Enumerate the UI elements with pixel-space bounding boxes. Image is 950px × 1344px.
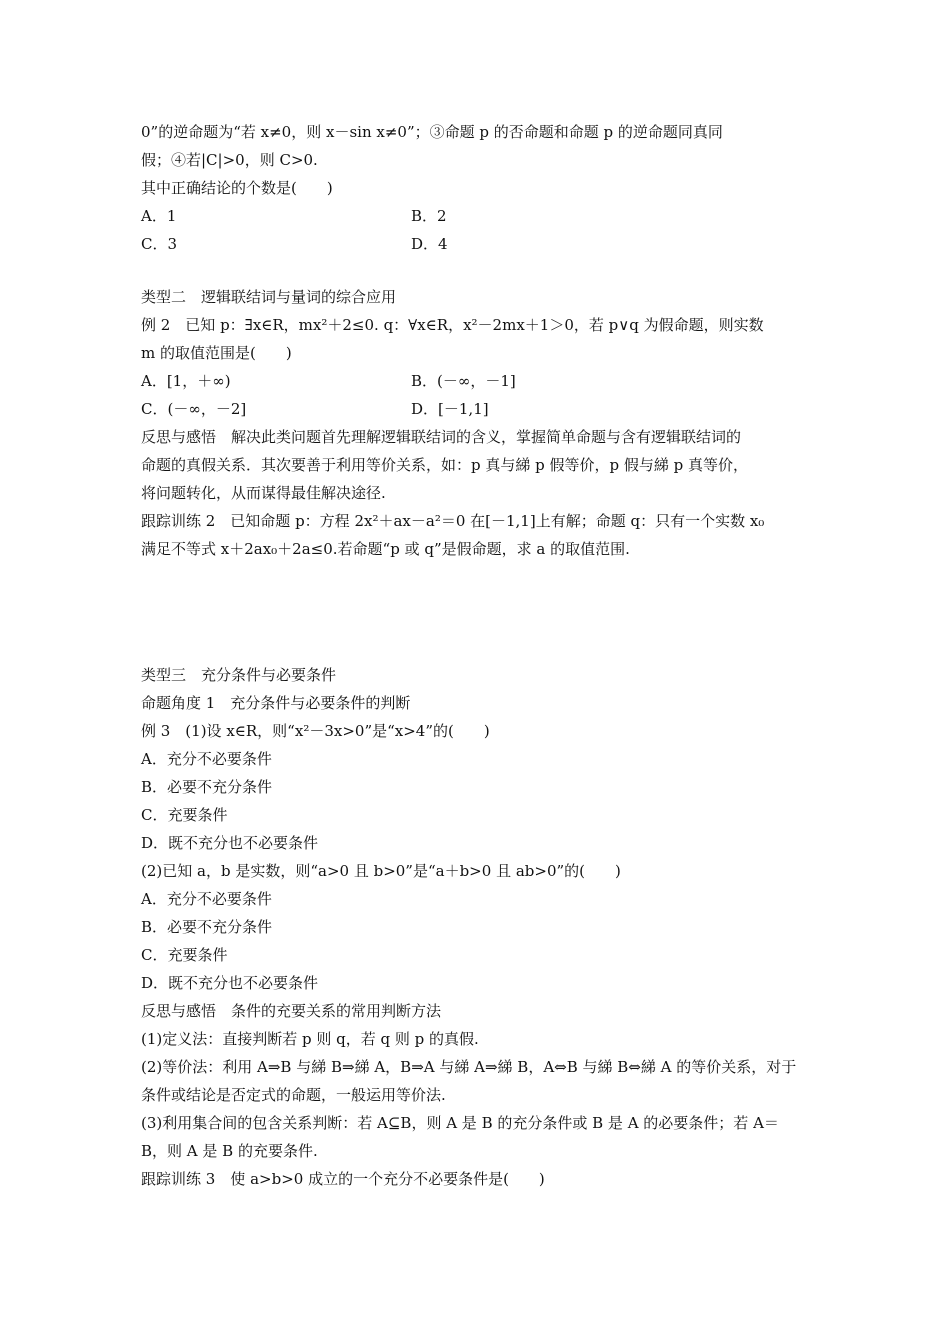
training-2-line-1: 跟踪训练 2 已知命题 p：方程 2x²＋ax－a²＝0 在[－1,1]上有解；命题 q：只有一个实数 x₀: [141, 512, 765, 530]
ex3-part1-option-b: B．必要不充分条件: [141, 778, 273, 796]
section-2-heading: 类型二 逻辑联结词与量词的综合应用: [141, 288, 397, 306]
section-3-subheading: 命题角度 1 充分条件与必要条件的判断: [141, 694, 411, 712]
intro-line-2: 假；④若|C|>0，则 C>0.: [141, 151, 318, 169]
option-b-2: B．(－∞，－1]: [411, 372, 516, 390]
training-2-line-2: 满足不等式 x＋2ax₀＋2a≤0.若命题“p 或 q”是假命题，求 a 的取值范围.: [141, 540, 630, 558]
reflection-3-heading: 反思与感悟 条件的充要关系的常用判断方法: [141, 1002, 442, 1020]
example-2-line-1: 例 2 已知 p：∃x∈R，mx²＋2≤0. q：∀x∈R，x²－2mx＋1＞0，若 p∨q 为假命题，则实数: [141, 316, 764, 334]
reflection-2-line-1: 反思与感悟 解决此类问题首先理解逻辑联结词的含义，掌握简单命题与含有逻辑联结词的: [141, 428, 742, 446]
example-3-part-2: (2)已知 a，b 是实数，则“a>0 且 b>0”是“a＋b>0 且 ab>0”的( ): [141, 862, 621, 880]
option-a-1: A．1: [141, 207, 177, 225]
method-1: (1)定义法：直接判断若 p 则 q，若 q 则 p 的真假.: [141, 1030, 479, 1048]
option-c-2: C．(－∞，－2]: [141, 400, 247, 418]
option-d-1: D．4: [411, 235, 448, 253]
example-3-part-1: 例 3 (1)设 x∈R，则“x²－3x>0”是“x>4”的( ): [141, 722, 490, 740]
question-1: 其中正确结论的个数是( ): [141, 179, 333, 197]
ex3-part1-option-c: C．充要条件: [141, 806, 228, 824]
ex3-part2-option-d: D．既不充分也不必要条件: [141, 974, 319, 992]
ex3-part1-option-d: D．既不充分也不必要条件: [141, 834, 319, 852]
method-2-line-2: 条件或结论是否定式的命题，一般运用等价法.: [141, 1086, 446, 1104]
example-2-line-2: m 的取值范围是( ): [141, 344, 292, 362]
option-c-1: C．3: [141, 235, 178, 253]
option-b-1: B．2: [411, 207, 447, 225]
ex3-part2-option-c: C．充要条件: [141, 946, 228, 964]
reflection-2-line-3: 将问题转化，从而谋得最佳解决途径.: [141, 484, 386, 502]
training-3: 跟踪训练 3 使 a>b>0 成立的一个充分不必要条件是( ): [141, 1170, 545, 1188]
ex3-part1-option-a: A．充分不必要条件: [141, 750, 272, 768]
ex3-part2-option-a: A．充分不必要条件: [141, 890, 272, 908]
section-3-heading: 类型三 充分条件与必要条件: [141, 666, 337, 684]
method-3-line-2: B，则 A 是 B 的充要条件.: [141, 1142, 318, 1160]
option-a-2: A．[1，＋∞): [141, 372, 231, 390]
method-2-line-1: (2)等价法：利用 A⇒B 与綈 B⇒綈 A，B⇒A 与綈 A⇒綈 B，A⇔B 与綈 B⇔綈 A 的等价关系，对于: [141, 1058, 797, 1076]
method-3-line-1: (3)利用集合间的包含关系判断：若 A⊆B，则 A 是 B 的充分条件或 B 是 A 的必要条件；若 A＝: [141, 1114, 779, 1132]
option-d-2: D．[－1,1]: [411, 400, 489, 418]
ex3-part2-option-b: B．必要不充分条件: [141, 918, 273, 936]
reflection-2-line-2: 命题的真假关系．其次要善于利用等价关系，如：p 真与綈 p 假等价，p 假与綈 p 真等价，: [141, 456, 749, 474]
intro-line-1: 0”的逆命题为“若 x≠0，则 x－sin x≠0”；③命题 p 的否命题和命题 p 的逆命题同真同: [141, 123, 723, 141]
